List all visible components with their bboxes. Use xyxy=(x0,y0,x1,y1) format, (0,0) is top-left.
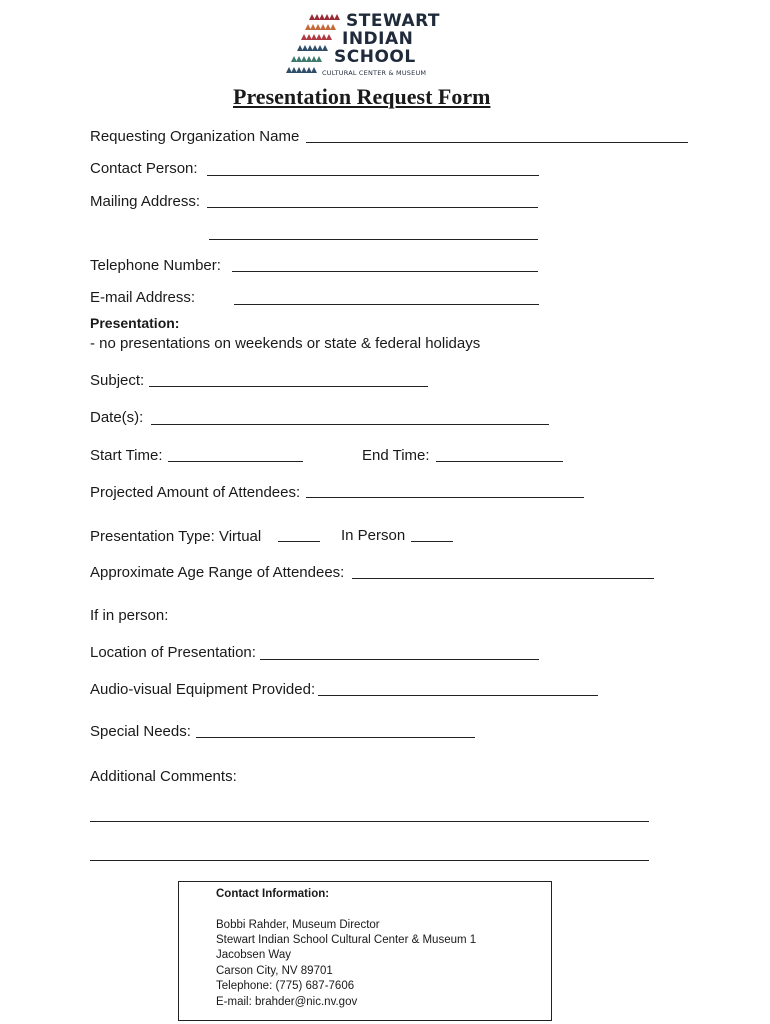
page-title: Presentation Request Form xyxy=(233,84,491,109)
presentation-note: - no presentations on weekends or state & federal holidays xyxy=(90,335,481,352)
contact-heading: Contact Information: xyxy=(216,888,330,900)
email-label: E-mail Address: xyxy=(90,289,196,306)
org-name-label: Requesting Organization Name xyxy=(90,128,300,145)
presentation-heading: Presentation: xyxy=(90,315,180,331)
contact-info-box xyxy=(178,881,552,1021)
contact-telephone: Telephone: (775) 687-7606 xyxy=(216,980,355,992)
location-field[interactable] xyxy=(260,659,539,660)
special-needs-label: Special Needs: xyxy=(90,723,191,740)
email-field[interactable] xyxy=(234,304,539,305)
mailing-address-label: Mailing Address: xyxy=(90,193,201,210)
contact-city: Carson City, NV 89701 xyxy=(216,965,333,977)
contact-person-label: Contact Person: xyxy=(90,160,198,177)
av-equipment-label: Audio-visual Equipment Provided: xyxy=(90,681,316,698)
contact-org-line1: Stewart Indian School Cultural Center & Museum 1 xyxy=(216,934,477,946)
age-range-label: Approximate Age Range of Attendees: xyxy=(90,564,345,581)
attendees-label: Projected Amount of Attendees: xyxy=(90,484,301,501)
subject-field[interactable] xyxy=(149,386,428,387)
logo-line-indian: INDIAN xyxy=(342,29,414,49)
contact-email[interactable]: E-mail: brahder@nic.nv.gov xyxy=(216,996,358,1008)
end-time-field[interactable] xyxy=(436,461,563,462)
logo-line-stewart: STEWART xyxy=(346,11,441,31)
telephone-field[interactable] xyxy=(232,271,538,272)
additional-comments-field-2[interactable] xyxy=(90,860,649,861)
telephone-label: Telephone Number: xyxy=(90,257,221,274)
start-time-label: Start Time: xyxy=(90,447,163,464)
contact-person-field[interactable] xyxy=(207,175,539,176)
end-time-label: End Time: xyxy=(362,447,430,464)
contact-org-line2: Jacobsen Way xyxy=(216,949,291,961)
special-needs-field[interactable] xyxy=(196,737,475,738)
mailing-address-field-2[interactable] xyxy=(209,239,538,240)
additional-comments-label: Additional Comments: xyxy=(90,768,237,785)
dates-label: Date(s): xyxy=(90,409,144,426)
in-person-label: In Person xyxy=(341,527,406,544)
location-label: Location of Presentation: xyxy=(90,644,256,661)
presentation-type-label: Presentation Type: Virtual xyxy=(90,528,262,545)
logo-subtitle: CULTURAL CENTER & MUSEUM xyxy=(322,69,427,77)
additional-comments-field-1[interactable] xyxy=(90,821,649,822)
if-in-person-label: If in person: xyxy=(90,607,169,624)
attendees-field[interactable] xyxy=(306,497,584,498)
subject-label: Subject: xyxy=(90,372,145,389)
logo-line-school: SCHOOL xyxy=(334,47,416,67)
start-time-field[interactable] xyxy=(168,461,303,462)
dates-field[interactable] xyxy=(151,424,549,425)
mailing-address-field-1[interactable] xyxy=(207,207,538,208)
contact-name: Bobbi Rahder, Museum Director xyxy=(216,919,380,931)
org-name-field[interactable] xyxy=(306,142,688,143)
virtual-field[interactable] xyxy=(278,541,320,542)
av-equipment-field[interactable] xyxy=(318,695,598,696)
in-person-field[interactable] xyxy=(411,541,453,542)
age-range-field[interactable] xyxy=(352,578,654,579)
logo xyxy=(284,12,454,78)
